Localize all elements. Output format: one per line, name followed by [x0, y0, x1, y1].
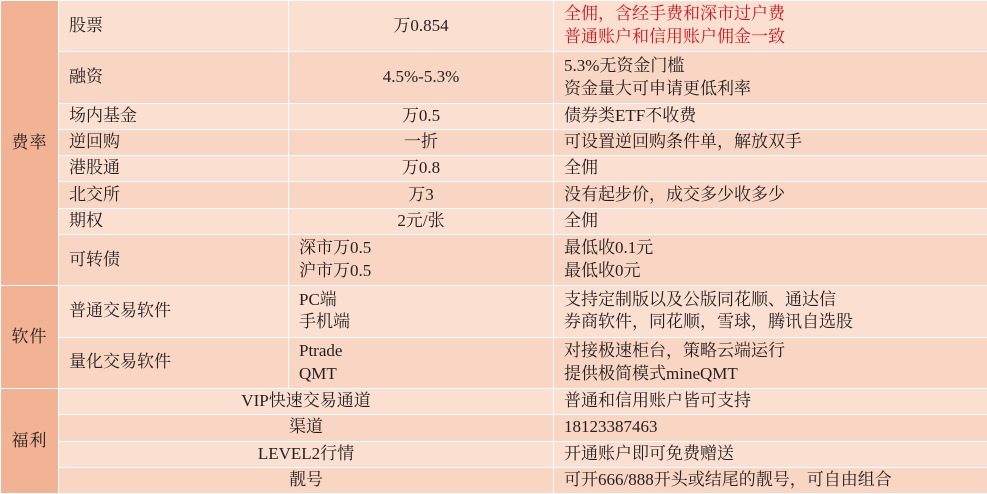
desc-line2: 普通账户和信用账户佣金一致 [564, 27, 785, 47]
desc-line2: 最低收0元 [564, 261, 641, 281]
row-label-normal-software: 普通交易软件 [59, 286, 289, 337]
table-row [1, 441, 987, 467]
row-value-hk-connect: 万0.8 [289, 156, 554, 182]
row-desc-vip-channel: 普通和信用账户皆可支持 [554, 389, 987, 415]
row-value-options: 2元/张 [289, 208, 554, 234]
row-desc-options: 全佣 [554, 208, 987, 234]
row-label-reverse-repo: 逆回购 [59, 129, 289, 155]
row-label-channel: 渠道 [59, 415, 554, 441]
value-line1: PC端 [299, 289, 337, 309]
section-label-fee: 费率 [1, 1, 59, 286]
value-line2: 沪市万0.5 [299, 261, 372, 281]
row-desc-hk-connect: 全佣 [554, 156, 987, 182]
row-desc-vanity-number: 可开666/888开头或结尾的靓号，可自由组合 [554, 467, 987, 493]
value-line1: Ptrade [299, 340, 343, 360]
row-label-margin: 融资 [59, 52, 289, 103]
table-row [1, 234, 987, 285]
row-desc-reverse-repo: 可设置逆回购条件单，解放双手 [554, 129, 987, 155]
row-value-quant-software [289, 337, 554, 388]
desc-line2: 资金量大可申请更低利率 [564, 78, 751, 98]
desc-line2: 提供极简模式mineQMT [564, 363, 738, 383]
row-value-etf: 万0.5 [289, 103, 554, 129]
row-label-convertible-bond: 可转债 [59, 234, 289, 285]
row-value-reverse-repo: 一折 [289, 129, 554, 155]
table-row [1, 1, 987, 52]
table-row [1, 467, 987, 493]
desc-line1: 最低收0.1元 [564, 238, 654, 258]
row-desc-etf: 债券类ETF不收费 [554, 103, 987, 129]
row-desc-channel: 18123387463 [554, 415, 987, 441]
table-row [1, 182, 987, 208]
section-label-welfare: 福利 [1, 389, 59, 494]
desc-line1: 支持定制版以及公版同花顺、通达信 [564, 289, 836, 309]
desc-highlight: 全佣 [564, 4, 598, 24]
table-row [1, 415, 987, 441]
row-label-hk-connect: 港股通 [59, 156, 289, 182]
table-row [1, 103, 987, 129]
row-value-normal-software [289, 286, 554, 337]
row-value-stock: 万0.854 [289, 1, 554, 52]
row-label-options: 期权 [59, 208, 289, 234]
value-line1: 深市万0.5 [299, 238, 372, 258]
value-line2: QMT [299, 363, 337, 383]
row-label-vanity-number: 靓号 [59, 467, 554, 493]
desc-line1: 5.3%无资金门槛 [564, 55, 685, 75]
table-row [1, 208, 987, 234]
section-label-software: 软件 [1, 286, 59, 389]
row-label-etf: 场内基金 [59, 103, 289, 129]
table-row [1, 52, 987, 103]
row-desc-margin [554, 52, 987, 103]
row-desc-bse: 没有起步价，成交多少收多少 [554, 182, 987, 208]
row-label-bse: 北交所 [59, 182, 289, 208]
table-row [1, 389, 987, 415]
row-label-vip-channel: VIP快速交易通道 [59, 389, 554, 415]
desc-line1: 对接极速柜台，策略云端运行 [564, 340, 785, 360]
row-label-quant-software: 量化交易软件 [59, 337, 289, 388]
row-label-stock: 股票 [59, 1, 289, 52]
row-desc-level2: 开通账户即可免费赠送 [554, 441, 987, 467]
value-line2: 手机端 [299, 312, 350, 332]
row-value-margin: 4.5%-5.3% [289, 52, 554, 103]
row-desc-convertible-bond [554, 234, 987, 285]
row-value-bse: 万3 [289, 182, 554, 208]
row-desc-stock [554, 1, 987, 52]
row-value-convertible-bond [289, 234, 554, 285]
row-desc-quant-software [554, 337, 987, 388]
table-row [1, 337, 987, 388]
table-row [1, 129, 987, 155]
table-row [1, 286, 987, 337]
desc-line2: 券商软件，同花顺，雪球，腾讯自选股 [564, 312, 853, 332]
desc-rest: ，含经手费和深市过户费 [598, 4, 785, 24]
row-desc-normal-software [554, 286, 987, 337]
row-label-level2: LEVEL2行情 [59, 441, 554, 467]
table-row [1, 156, 987, 182]
